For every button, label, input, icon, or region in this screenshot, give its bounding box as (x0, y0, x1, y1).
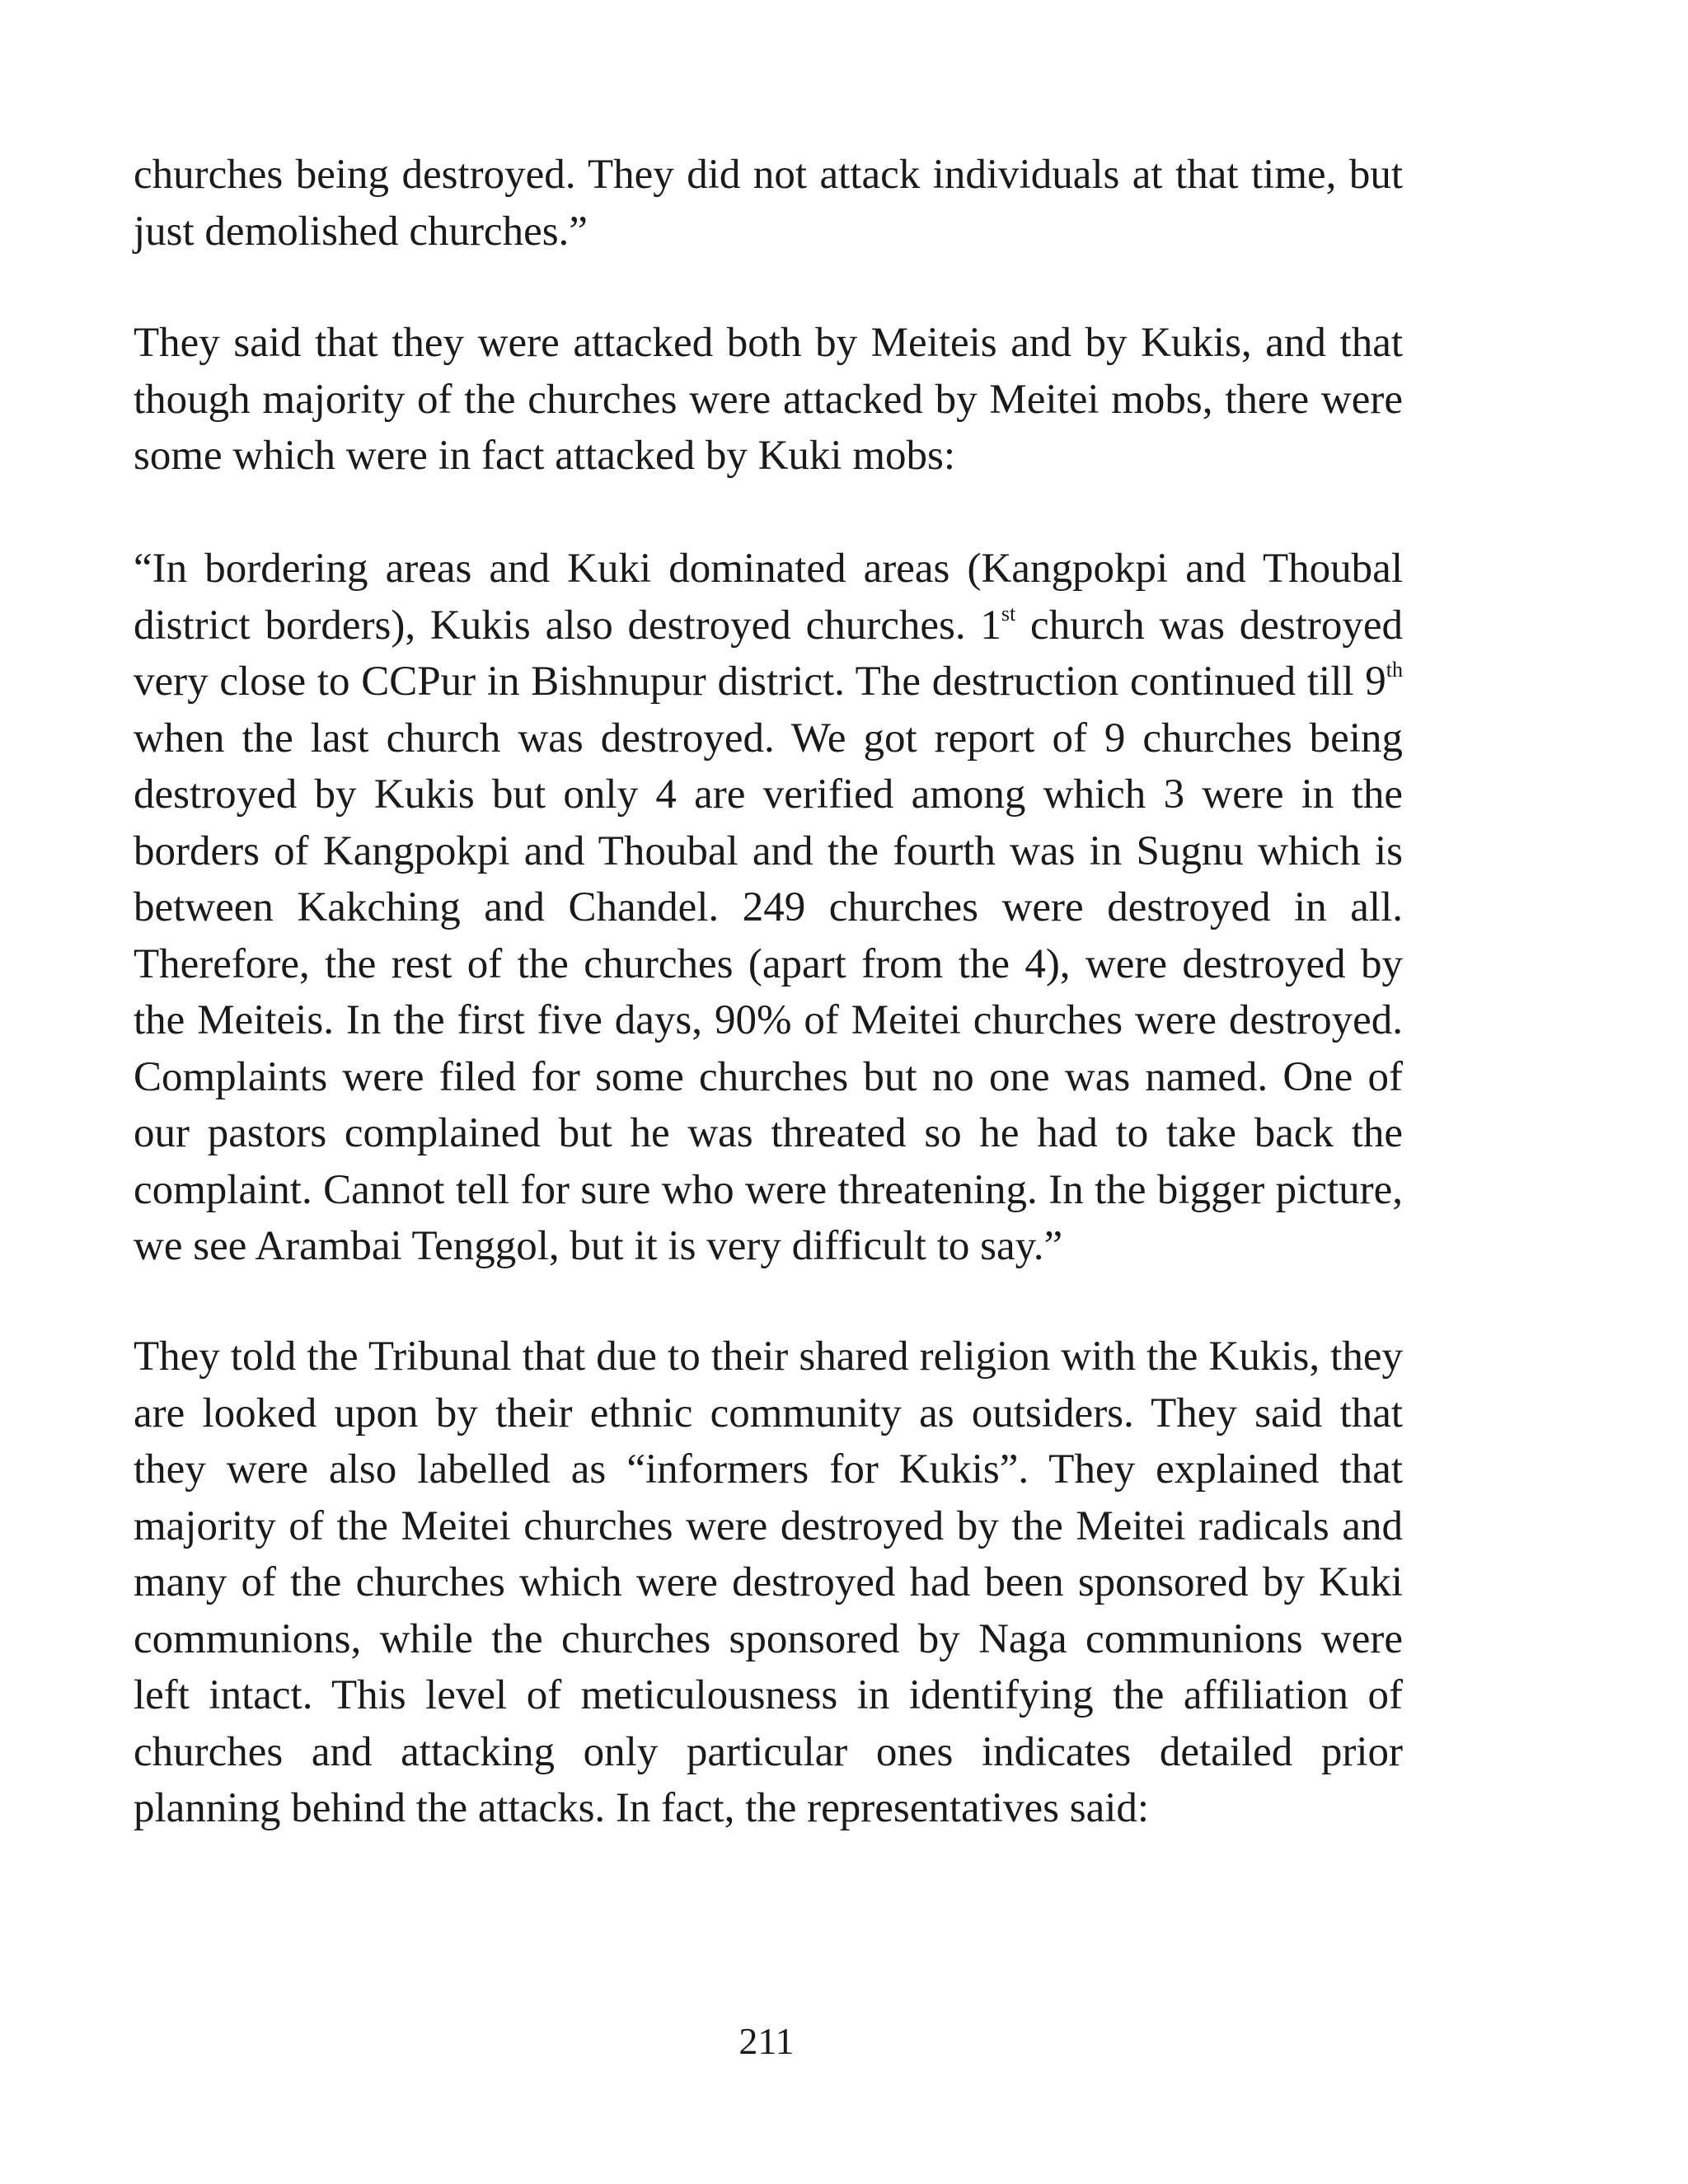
paragraph-2 (134, 315, 1403, 485)
quote-text-part-2: church was destroyed very close to CCPur in Bishnupur district. The destruction continued till 9 (134, 602, 1403, 705)
quote-text-part-1: “In bordering areas and Kuki dominated areas (Kangpokpi and Thoubal district borders), Kukis also destroyed churches. 1 (134, 546, 1403, 649)
paragraph-1 (134, 147, 1403, 260)
paragraph-4-text: They told the Tribunal that due to their shared religion with the Kukis, they are looked upon by their ethnic community as outsiders. They said that they were also labelled as “informers for Kukis”. They explained that majority of the Meitei churches were destroyed by the Meitei radicals and many of the churches which were destroyed had been sponsored by Kuki communions, while the churches sponsored by Naga communions were left intact. This level of meticulousness in identifying the affiliation of churches and attacking only particular ones indicates detailed prior planning behind the attacks. In fact, the representatives said: (134, 1333, 1403, 1831)
ordinal-superscript-th: th (1386, 658, 1403, 682)
quote-paragraph (134, 541, 1403, 1275)
paragraph-4 (134, 1329, 1403, 1837)
paragraph-1-text: churches being destroyed. They did not attack individuals at that time, but just demolished churches.” (134, 152, 1403, 255)
paragraph-2-text: They said that they were attacked both by Meiteis and by Kukis, and that though majority of the churches were attacked by Meitei mobs, there were some which were in fact attacked by Kuki mobs: (134, 320, 1403, 479)
ordinal-superscript-st: st (1001, 601, 1016, 626)
quote-text-part-3: when the last church was destroyed. We got report of 9 churches being destroyed by Kukis but only 4 are verified among which 3 were in the borders of Kangpokpi and Thoubal and the fourth was in Sugnu which is between Kakching and Chandel. 249 churches were destroyed in all. Therefore, the rest of the churches (apart from the 4), were destroyed by the Meiteis. In the first five days, 90% of Meitei churches were destroyed. Complaints were filed for some churches but no one was named. One of our pastors complained but he was threated so he had to take back the complaint. Cannot tell for sure who were threatening. In the bigger picture, we see Arambai Tenggol, but it is very difficult to say.” (134, 715, 1403, 1269)
page-number: 211 (738, 2020, 795, 2062)
